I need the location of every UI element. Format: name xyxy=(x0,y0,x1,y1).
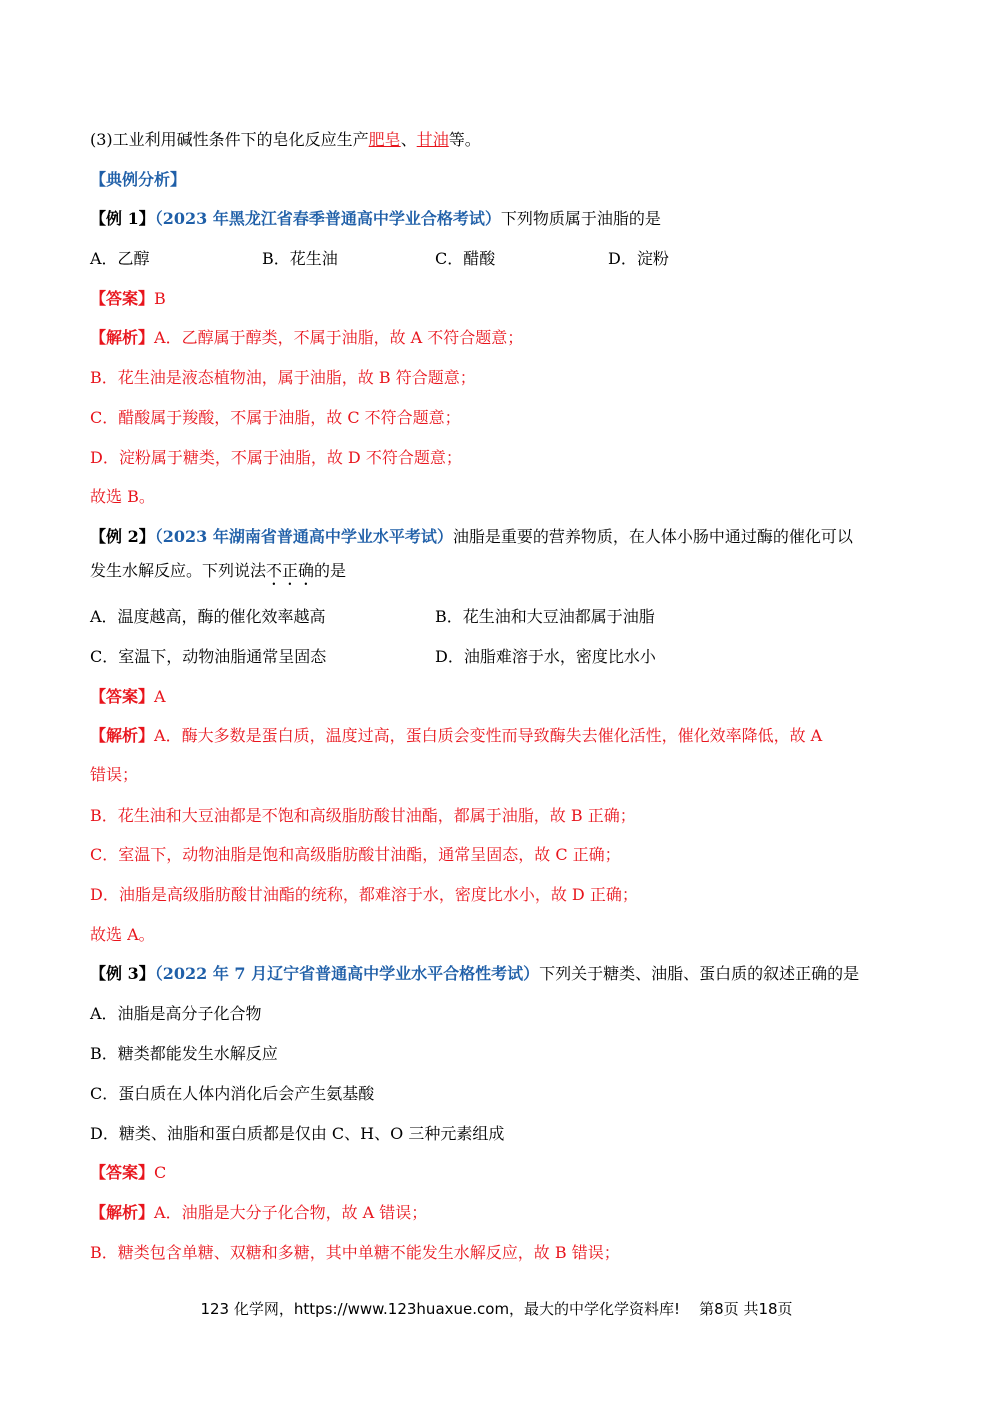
example3-answer-tag: 【答案】 xyxy=(90,1163,155,1182)
example3-analysis-tag: 【解析】 xyxy=(90,1203,155,1222)
footer-site: 123 化学网，https://www.123huaxue.com，最大的中学化学资料库! xyxy=(200,1300,681,1318)
example2-analysis-tag: 【解析】 xyxy=(90,726,155,745)
example1-analysis-text: A．乙醇属于醇类，不属于油脂，故 A 不符合题意； xyxy=(154,328,524,347)
example1-question xyxy=(90,209,661,229)
example1-option-b: B．花生油 xyxy=(262,249,338,268)
example1-answer-tag: 【答案】 xyxy=(90,289,155,308)
example3-option-d: D．糖类、油脂和蛋白质都是仅由 C、H、O 三种元素组成 xyxy=(90,1124,505,1143)
example1-question-text: 下列物质属于油脂的是 xyxy=(500,209,661,228)
example1-analysis-line-3: C．醋酸属于羧酸，不属于油脂，故 C 不符合题意； xyxy=(90,408,461,427)
example3-analysis-text: A．油脂是大分子化合物，故 A 错误； xyxy=(154,1203,428,1222)
example3-tag: 【例 3】 xyxy=(90,964,155,983)
intro-separator: 、 xyxy=(400,130,417,149)
example3-analysis-line-2: B．糖类包含单糖、双糖和多糖，其中单糖不能发生水解反应，故 B 错误； xyxy=(90,1243,620,1262)
example1-tag: 【例 1】 xyxy=(90,209,155,228)
example2-option-c: C．室温下，动物油脂通常呈固态 xyxy=(90,647,327,666)
example2-emphasis: 不正确 xyxy=(266,561,315,580)
example2-answer xyxy=(90,687,166,707)
example3-answer xyxy=(90,1163,166,1183)
example3-answer-value: C xyxy=(154,1163,167,1182)
footer-page-number: 第8页 共18页 xyxy=(699,1300,793,1318)
example1-answer-value: B xyxy=(154,289,166,308)
example1-analysis-line-2: B．花生油是液态植物油，属于油脂，故 B 符合题意； xyxy=(90,368,476,387)
intro-text: (3)工业利用碱性条件下的皂化反应生产 xyxy=(90,130,369,149)
example1-analysis-line-4: D．淀粉属于糖类，不属于油脂，故 D 不符合题意； xyxy=(90,448,462,467)
example2-option-d: D．油脂难溶于水，密度比水小 xyxy=(435,647,656,666)
intro-line xyxy=(90,130,481,150)
example2-analysis-line-2: 错误； xyxy=(90,765,139,784)
page-footer xyxy=(0,1299,993,1319)
example1-option-c: C．醋酸 xyxy=(435,249,496,268)
example1-option-a: A．乙醇 xyxy=(90,249,150,268)
example2-tag: 【例 2】 xyxy=(90,527,155,546)
example2-question-line-2 xyxy=(90,561,346,589)
example1-option-d: D．淀粉 xyxy=(608,249,669,268)
example2-question-line-1 xyxy=(90,527,853,547)
example2-question-text: 油脂是重要的营养物质，在人体小肠中通过酶的催化可以 xyxy=(452,527,853,546)
example1-answer xyxy=(90,289,166,309)
example1-analysis-line-1 xyxy=(90,328,523,348)
example3-option-b: B．糖类都能发生水解反应 xyxy=(90,1044,278,1063)
example1-analysis-tag: 【解析】 xyxy=(90,328,155,347)
example3-source: （2022 年 7 月辽宁省普通高中学业水平合格性考试） xyxy=(154,964,540,983)
intro-blank-soap: 肥皂 xyxy=(368,130,401,149)
intro-blank-glycerol: 甘油 xyxy=(416,130,449,149)
example1-conclusion: 故选 B。 xyxy=(90,487,155,506)
example3-question xyxy=(90,964,859,984)
example3-question-text: 下列关于糖类、油脂、蛋白质的叙述正确的是 xyxy=(539,964,860,983)
example2-option-a: A．温度越高，酶的催化效率越高 xyxy=(90,607,326,626)
example2-analysis-text: A．酶大多数是蛋白质，温度过高，蛋白质会变性而导致酶失去催化活性，催化效率降低，故 A xyxy=(154,726,823,745)
example3-option-c: C．蛋白质在人体内消化后会产生氨基酸 xyxy=(90,1084,375,1103)
example2-question-post: 的是 xyxy=(314,561,347,580)
example2-answer-tag: 【答案】 xyxy=(90,687,155,706)
example2-question-pre: 发生水解反应。下列说法 xyxy=(90,561,267,580)
example2-analysis-line-1 xyxy=(90,726,822,746)
intro-suffix: 等。 xyxy=(448,130,481,149)
example2-analysis-line-4: C．室温下，动物油脂是饱和高级脂肪酸甘油酯，通常呈固态，故 C 正确； xyxy=(90,845,621,864)
example2-conclusion: 故选 A。 xyxy=(90,925,155,944)
example2-analysis-line-5: D．油脂是高级脂肪酸甘油酯的统称，都难溶于水，密度比水小，故 D 正确； xyxy=(90,885,638,904)
section-title: 【典例分析】 xyxy=(90,170,187,189)
example2-analysis-line-3: B．花生油和大豆油都是不饱和高级脂肪酸甘油酯，都属于油脂，故 B 正确； xyxy=(90,806,636,825)
example2-source: （2023 年湖南省普通高中学业水平考试） xyxy=(154,527,453,546)
example2-option-b: B．花生油和大豆油都属于油脂 xyxy=(435,607,655,626)
example2-answer-value: A xyxy=(154,687,166,706)
example3-option-a: A．油脂是高分子化合物 xyxy=(90,1004,262,1023)
example1-source: （2023 年黑龙江省春季普通高中学业合格考试） xyxy=(154,209,501,228)
example3-analysis-line-1 xyxy=(90,1203,427,1223)
